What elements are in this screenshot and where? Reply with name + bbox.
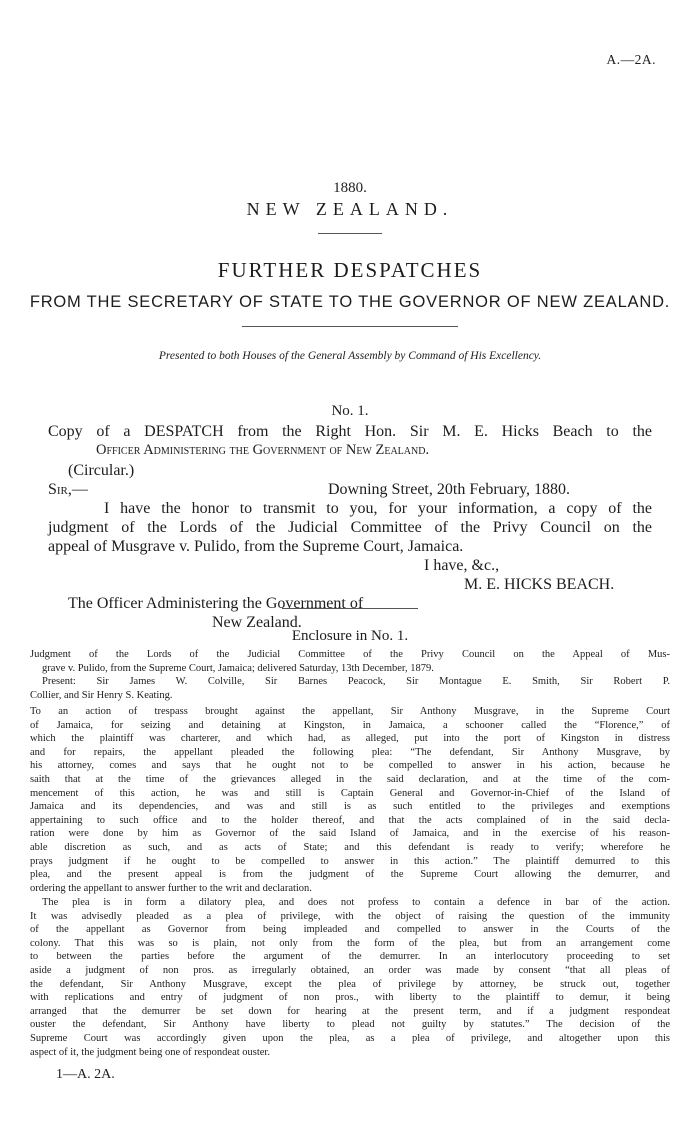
- despatch-heading: [48, 422, 652, 441]
- document-subtitle: FROM THE SECRETARY OF STATE TO THE GOVERNOR OF NEW ZEALAND.: [29, 293, 671, 311]
- present-line: Present: Sir James W. Colville, Sir Barnes Peacock, Sir Montague E. Smith, Sir Robert P.: [42, 676, 670, 688]
- circular-label: (Circular.): [68, 462, 135, 479]
- year: 1880.: [333, 180, 367, 196]
- paragraph-line: of Jamaica, for seizing and detaining at Kingston, in Jamaica, a schooner called the “Florence,” of: [30, 719, 670, 731]
- paragraph-line: It was advisedly pleaded as a plea of privilege, with the object of raising the question of the immunity: [30, 910, 670, 922]
- despatch-body-line: I have the honor to transmit to you, for your information, a copy of the: [104, 500, 652, 517]
- paragraph-line: with replications and entry of judgment of non pros., with liberty to the plaintiff to demur, it being: [30, 992, 670, 1004]
- document-reference: A.—2A.: [606, 52, 656, 67]
- paragraph-line: aspect of it, the judgment being one of respondeat ouster.: [30, 1046, 270, 1058]
- signature: M. E. HICKS BEACH.: [464, 576, 615, 593]
- paragraph-line: To an action of trespass brought against the appellant, Sir Anthony Musgrave, in the Supreme Court: [30, 706, 670, 717]
- divider: [318, 233, 382, 234]
- paragraph-line: the defendant, Sir Anthony Musgrave, except the plea of privilege by attorney, be struck out, together: [30, 978, 670, 990]
- paragraph-line: which the plaintiff was charterer, and which had, as alleged, put into the port of Kingston in distress: [30, 733, 670, 745]
- presented-note: Presented to both Houses of the General Assembly by Command of His Excellency.: [158, 350, 542, 362]
- paragraph-line: colony. That this was so is plain, not only from the form of the plea, but from an arrangement come: [30, 937, 670, 949]
- paragraph-line: and for repairs, the appellant pleaded the following plea: “The defendant, Sir Anthony Musgrave, by: [30, 746, 670, 758]
- addressee-line-1: The Officer Administering the Government of: [68, 595, 364, 612]
- paragraph-line: aside a judgment of non pros. as irregularly obtained, an order was made by consent “that all pleas of: [30, 964, 670, 976]
- addressee-line-2: New Zealand.: [212, 614, 302, 631]
- paragraph-line: of the appellant as Governor from being impleaded and compelled to answer in the Courts of the: [30, 924, 670, 936]
- paragraph-line: to between the parties before the argument of the demurrer. In an interlocutory proceeding to set: [30, 951, 670, 963]
- despatch-body-line: judgment of the Lords of the Judicial Committee of the Privy Council on the: [48, 519, 652, 536]
- paragraph-line: Jamaica and its dependencies, and was and still is as such entitled to the privileges and exemptions: [30, 801, 670, 813]
- enclosure-heading-line: grave v. Pulido, from the Supreme Court, Jamaica; delivered Saturday, 13th December, 1879.: [42, 662, 434, 674]
- divider: [242, 326, 458, 327]
- present-line: Collier, and Sir Henry S. Keating.: [30, 689, 173, 701]
- enclosure-paragraph-1: [30, 705, 670, 895]
- paragraph-line: plea, and the present appeal is from the judgment of the Supreme Court allowing the demurrer, and: [30, 869, 670, 881]
- paragraph-line: appertaining to such office and to the holder thereof, and that the acts complained of in the said decla-: [30, 814, 670, 826]
- despatch-number: No. 1.: [331, 403, 369, 419]
- paragraph-line: prays judgment if he ought to be compelled to answer in this action.” The plaintiff demurred to this: [30, 855, 670, 867]
- paragraph-line: Supreme Court was accordingly given upon the plea, as a plea of privilege, and altogether upon this: [30, 1032, 670, 1044]
- despatch-body: [48, 499, 652, 556]
- paragraph-line: his attorney, comes and says that he ought not to be compelled to answer in his action, because he: [30, 760, 670, 772]
- paragraph-line: able discretion as such, and as acts of State; and this defendant is ready to verify; wherefore he: [30, 841, 670, 853]
- despatch-heading-line-2: Officer Administering the Government of New Zealand.: [96, 442, 430, 458]
- paragraph-line: ordering the appellant to answer further to the writ and declaration.: [30, 882, 312, 894]
- country-heading: NEW ZEALAND.: [246, 199, 454, 219]
- paragraph-line: saith that at the time of the grievances alleged in the said declaration, and at the time of the com-: [30, 773, 670, 785]
- closing: I have, &c.,: [424, 557, 500, 574]
- divider: [282, 608, 418, 609]
- enclosure-title: Enclosure in No. 1.: [291, 628, 409, 644]
- enclosure-paragraph-2: [30, 896, 670, 1059]
- paragraph-line: ration were done by him as Governor of the said Island of Jamaica, and in the exercise of his reason-: [30, 828, 670, 840]
- paragraph-line: mencement of this action, he was and still is Captain General and Governor-in-Chief of the Island of: [30, 787, 670, 799]
- despatch-body-line: appeal of Musgrave v. Pulido, from the Supreme Court, Jamaica.: [48, 538, 464, 555]
- document-title: FURTHER DESPATCHES: [217, 258, 483, 282]
- paragraph-line: ouster the defendant, Sir Anthony have liberty to plead not guilty by statutes.” The decision of the: [30, 1019, 670, 1031]
- enclosure-heading: [30, 648, 670, 702]
- paragraph-line: The plea is in form a dilatory plea, and does not profess to contain a defence in bar of the action.: [42, 897, 670, 908]
- paragraph-line: arranged that the demurrer be set down for hearing at the present term, and if a judgment respondeat: [30, 1005, 670, 1017]
- enclosure-heading-line: Judgment of the Lords of the Judicial Committee of the Privy Council on the Appeal of Mus-: [30, 649, 670, 660]
- place-date: Downing Street, 20th February, 1880.: [328, 481, 571, 498]
- despatch-heading-line-1: Copy of a DESPATCH from the Right Hon. Sir M. E. Hicks Beach to the: [48, 423, 652, 440]
- footer-reference: 1—A. 2A.: [56, 1067, 115, 1082]
- salutation: Sir,—: [48, 481, 88, 498]
